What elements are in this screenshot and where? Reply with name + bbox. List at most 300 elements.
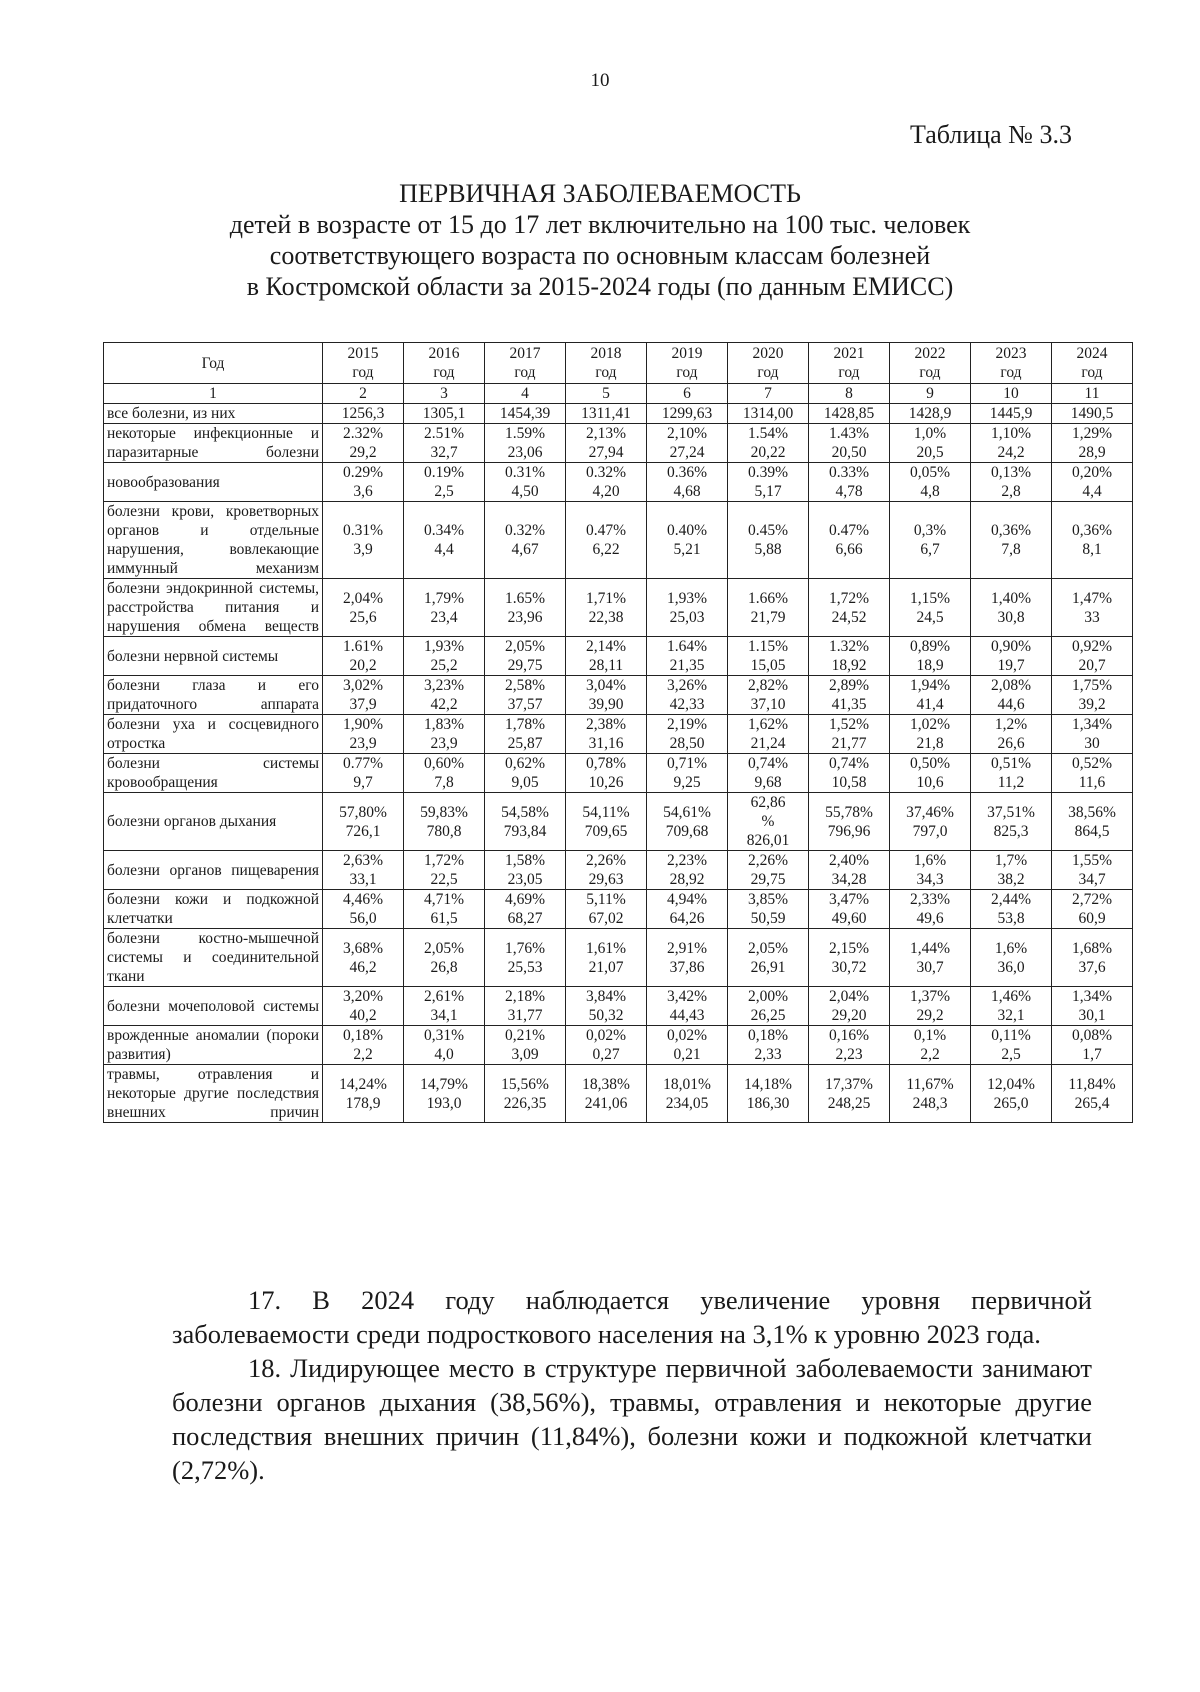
- table-cell: [404, 890, 485, 929]
- cell-value: 2,08%: [990, 677, 1032, 694]
- cell-value: 25,87: [507, 735, 543, 752]
- cell-value: 24,2: [997, 444, 1025, 461]
- cell-value: 11,2: [997, 774, 1025, 791]
- cell-value: 4,0: [434, 1046, 454, 1063]
- cell-value: 54,58%: [501, 803, 549, 821]
- table-cell: [323, 793, 404, 851]
- cell-value: 0,62%: [504, 755, 546, 772]
- cell-value: 2,72%: [1071, 891, 1113, 908]
- cell-value: 18,01%: [663, 1075, 711, 1093]
- table-cell: [809, 502, 890, 579]
- cell-value: 0.34%: [423, 522, 465, 539]
- cell-value: 26,25: [750, 1007, 786, 1024]
- cell-value: 1,83%: [423, 716, 465, 733]
- table-cell: [566, 463, 647, 502]
- cell-value: 2,5: [1001, 1046, 1021, 1063]
- table-cell: [647, 1026, 728, 1065]
- cell-value: 57,80%: [339, 803, 387, 821]
- disease-class-name: болезни нервной системы: [104, 637, 323, 676]
- column-number-row: [104, 384, 1133, 404]
- table-cell: [647, 793, 728, 851]
- table-cell: [971, 987, 1052, 1026]
- table-cell: [890, 502, 971, 579]
- cell-value: 50,59: [750, 910, 786, 927]
- cell-value: 64,26: [669, 910, 705, 927]
- year-header: [890, 343, 971, 384]
- year-header: [971, 343, 1052, 384]
- table-cell: [1052, 987, 1133, 1026]
- cell-value: 2,15%: [828, 939, 870, 957]
- cell-value: 2,04%: [342, 589, 384, 607]
- cell-value: 40,2: [349, 1007, 377, 1024]
- table-row: [104, 463, 1133, 502]
- table-cell: [1052, 890, 1133, 929]
- cell-value: 19,7: [997, 657, 1025, 674]
- disease-class-name: болезни органов пищеварения: [104, 851, 323, 890]
- cell-value: 30,1: [1078, 1007, 1106, 1024]
- table-cell: [566, 793, 647, 851]
- cell-value: 42,33: [669, 696, 705, 713]
- table-cell: [1052, 754, 1133, 793]
- disease-class-name: болезни костно-мышечной системы и соединительной ткани: [104, 929, 323, 987]
- table-cell: [404, 676, 485, 715]
- table-cell: [890, 754, 971, 793]
- table-cell: [647, 463, 728, 502]
- cell-value: 39,90: [588, 696, 624, 713]
- disease-class-name: болезни мочеполовой системы: [104, 987, 323, 1026]
- cell-value: 9,05: [511, 774, 539, 791]
- cell-value: 22,5: [430, 871, 458, 888]
- cell-value: 33: [1084, 608, 1100, 626]
- disease-class-name: некоторые инфекционные и паразитарные болезни: [104, 424, 323, 463]
- cell-value: 0,90%: [990, 638, 1032, 655]
- body-text: [172, 1283, 1092, 1487]
- table-cell: [485, 793, 566, 851]
- cell-value: 1454,39: [499, 405, 551, 422]
- cell-value: 1311,41: [581, 405, 631, 422]
- cell-value: 1,6%: [913, 852, 947, 869]
- cell-value: 23,05: [507, 871, 543, 888]
- cell-value: 33,1: [349, 871, 377, 888]
- cell-value: 1,79%: [423, 589, 465, 607]
- table-cell: [485, 404, 566, 424]
- cell-value: 0.47%: [585, 522, 627, 539]
- cell-value: 9,7: [353, 774, 373, 791]
- cell-value: 26,6: [997, 735, 1025, 752]
- table-cell: [404, 715, 485, 754]
- cell-value: 7,8: [434, 774, 454, 791]
- cell-value: 0.19%: [423, 464, 465, 481]
- cell-value: 0,36%: [990, 522, 1032, 539]
- table-cell: [890, 579, 971, 637]
- table-cell: [728, 929, 809, 987]
- table-cell: [404, 987, 485, 1026]
- disease-class-name: болезни системы кровообращения: [104, 754, 323, 793]
- cell-value: 54,61%: [663, 803, 711, 821]
- cell-value: 1,52%: [828, 716, 870, 733]
- cell-value: 2,05%: [423, 939, 465, 957]
- column-number: 10: [971, 384, 1052, 404]
- table-cell: [890, 1065, 971, 1123]
- cell-value: 797,0: [912, 822, 948, 840]
- cell-value: 68,27: [507, 910, 543, 927]
- cell-value: 42,2: [430, 696, 458, 713]
- cell-value: 826,01: [746, 832, 790, 849]
- table-cell: [404, 404, 485, 424]
- table-cell: [566, 424, 647, 463]
- cell-value: 1,58%: [504, 852, 546, 869]
- cell-value: 17,37%: [825, 1075, 873, 1093]
- cell-value: 37,6: [1078, 958, 1106, 976]
- table-cell: [566, 637, 647, 676]
- table-cell: [728, 579, 809, 637]
- year-header: [485, 343, 566, 384]
- cell-value: 67,02: [588, 910, 624, 927]
- table-cell: [1052, 404, 1133, 424]
- cell-value: 1299,63: [661, 405, 713, 422]
- disease-class-name: болезни крови, кроветворных органов и отдельные нарушения, вовлекающие иммунный механизм: [104, 502, 323, 579]
- cell-value: 27,94: [588, 444, 624, 461]
- cell-value: 1,7: [1082, 1046, 1102, 1063]
- cell-value: 0.33%: [828, 464, 870, 481]
- cell-value: 3,6: [353, 483, 373, 500]
- table-cell: [566, 404, 647, 424]
- disease-class-name: врожденные аномалии (пороки развития): [104, 1026, 323, 1065]
- table-row: [104, 579, 1133, 637]
- table-cell: [323, 1026, 404, 1065]
- table-cell: [485, 987, 566, 1026]
- cell-value: 1.15%: [747, 638, 789, 655]
- table-cell: [1052, 424, 1133, 463]
- table-cell: [728, 502, 809, 579]
- year-unit: год: [595, 364, 617, 381]
- cell-value: 2.32%: [342, 425, 384, 442]
- table-cell: [323, 890, 404, 929]
- table-cell: [404, 637, 485, 676]
- heading-title: ПЕРВИЧНАЯ ЗАБОЛЕВАЕМОСТЬ: [399, 179, 801, 208]
- cell-value: 0.31%: [342, 522, 384, 539]
- table-cell: [323, 637, 404, 676]
- cell-value: 10,58: [831, 774, 867, 791]
- cell-value: 30: [1084, 735, 1100, 752]
- cell-value: 29,63: [588, 871, 624, 888]
- table-cell: [890, 1026, 971, 1065]
- table-cell: [971, 502, 1052, 579]
- cell-value: 26,8: [430, 958, 458, 976]
- cell-value: 2,63%: [342, 852, 384, 869]
- table-cell: [890, 890, 971, 929]
- cell-value: 1,37%: [909, 988, 951, 1005]
- year-corner-header: Год: [104, 343, 323, 384]
- table-row: [104, 404, 1133, 424]
- table-cell: [809, 424, 890, 463]
- table-cell: [890, 715, 971, 754]
- table-cell: [566, 1065, 647, 1123]
- table-cell: [323, 579, 404, 637]
- cell-value: 4,78: [835, 483, 863, 500]
- table-cell: [971, 715, 1052, 754]
- cell-value: 0,71%: [666, 755, 708, 772]
- cell-value: 34,28: [831, 871, 867, 888]
- cell-value: 2,89%: [828, 677, 870, 694]
- cell-value: 34,1: [430, 1007, 458, 1024]
- cell-value: 1490,5: [1070, 405, 1114, 422]
- cell-value: 0.40%: [666, 522, 708, 539]
- table-cell: [647, 890, 728, 929]
- cell-value: 2.51%: [423, 425, 465, 442]
- cell-value: 5,88: [754, 541, 782, 558]
- cell-value: 864,5: [1074, 822, 1110, 840]
- cell-value: 2,33: [754, 1046, 782, 1063]
- cell-value: 3,9: [353, 541, 373, 558]
- cell-value: 2,23: [835, 1046, 863, 1063]
- table-cell: [971, 637, 1052, 676]
- table-cell: [485, 929, 566, 987]
- cell-value: 54,11%: [582, 803, 630, 821]
- table-cell: [728, 404, 809, 424]
- cell-value: 2,2: [353, 1046, 373, 1063]
- table-cell: [485, 851, 566, 890]
- cell-value: 0,51%: [990, 755, 1032, 772]
- cell-value: 20,50: [831, 444, 867, 461]
- cell-value: 49,6: [916, 910, 944, 927]
- table-row: [104, 637, 1133, 676]
- table-cell: [566, 715, 647, 754]
- table-row: [104, 1065, 1133, 1123]
- cell-value: 1,75%: [1071, 677, 1113, 694]
- cell-value: 1256,3: [341, 405, 385, 422]
- cell-value: 3,09: [511, 1046, 539, 1063]
- cell-value: 22,38: [588, 608, 624, 626]
- cell-value: 14,24%: [339, 1075, 387, 1093]
- cell-value: 21,77: [831, 735, 867, 752]
- cell-value: 39,2: [1078, 696, 1106, 713]
- morbidity-table: [103, 342, 1133, 1123]
- cell-value: 0,02%: [585, 1027, 627, 1044]
- table-cell: [323, 754, 404, 793]
- cell-value: 37,57: [507, 696, 543, 713]
- column-number: 9: [890, 384, 971, 404]
- table-cell: [809, 754, 890, 793]
- cell-value: 178,9: [345, 1094, 381, 1112]
- table-cell: [971, 929, 1052, 987]
- table-row: [104, 987, 1133, 1026]
- column-number: 1: [104, 384, 323, 404]
- column-number: 8: [809, 384, 890, 404]
- cell-value: 2,44%: [990, 891, 1032, 908]
- cell-value: 3,84%: [585, 988, 627, 1005]
- year-value: 2019: [671, 345, 703, 362]
- cell-value: 709,65: [584, 822, 628, 840]
- column-number: 2: [323, 384, 404, 404]
- column-number: 4: [485, 384, 566, 404]
- cell-value: 4,94%: [666, 891, 708, 908]
- table-cell: [485, 676, 566, 715]
- table-cell: [485, 502, 566, 579]
- year-header: [323, 343, 404, 384]
- table-cell: [404, 851, 485, 890]
- cell-value: 7,8: [1001, 541, 1021, 558]
- table-cell: [971, 676, 1052, 715]
- cell-value: 28,11: [588, 657, 624, 674]
- cell-value: 793,84: [503, 822, 547, 840]
- cell-value: 2,61%: [423, 988, 465, 1005]
- table-cell: [647, 637, 728, 676]
- table-cell: [971, 424, 1052, 463]
- cell-value: 50,32: [588, 1007, 624, 1024]
- table-cell: [728, 463, 809, 502]
- cell-value: 0,31%: [423, 1027, 465, 1044]
- cell-value: 0,05%: [909, 464, 951, 481]
- table-cell: [485, 715, 566, 754]
- table-cell: [647, 715, 728, 754]
- cell-value: 0,3%: [913, 522, 947, 539]
- table-cell: [566, 851, 647, 890]
- cell-value: 10,6: [916, 774, 944, 791]
- cell-value: 15,56%: [501, 1075, 549, 1093]
- cell-value: 1,93%: [666, 589, 708, 607]
- cell-value: 0,20%: [1071, 464, 1113, 481]
- year-value: 2022: [914, 345, 946, 362]
- disease-class-name: новообразования: [104, 463, 323, 502]
- cell-value: 0,50%: [909, 755, 951, 772]
- cell-value: 193,0: [426, 1094, 462, 1112]
- table-cell: [809, 851, 890, 890]
- cell-value: 2,10%: [666, 425, 708, 442]
- cell-value: 11,6: [1078, 774, 1106, 791]
- table-cell: [1052, 851, 1133, 890]
- cell-value: 23,9: [430, 735, 458, 752]
- table-cell: [323, 676, 404, 715]
- cell-value: 10,26: [588, 774, 624, 791]
- cell-value: 34,3: [916, 871, 944, 888]
- year-value: 2016: [428, 345, 460, 362]
- cell-value: 0,74%: [747, 755, 789, 772]
- year-unit: год: [1081, 364, 1103, 381]
- table-cell: [728, 890, 809, 929]
- page-number: 10: [590, 70, 610, 91]
- year-value: 2024: [1076, 345, 1108, 362]
- table-heading: [0, 178, 1200, 302]
- cell-value: 1445,9: [989, 405, 1033, 422]
- cell-value: 31,77: [507, 1007, 543, 1024]
- table-cell: [404, 502, 485, 579]
- cell-value: 37,86: [669, 958, 705, 976]
- table-cell: [809, 1026, 890, 1065]
- cell-value: 24,52: [831, 608, 867, 626]
- cell-value: 25,6: [349, 608, 377, 626]
- cell-value: 6,7: [920, 541, 940, 558]
- table-cell: [647, 754, 728, 793]
- table-cell: [323, 502, 404, 579]
- cell-value: 2,18%: [504, 988, 546, 1005]
- cell-value: 23,06: [507, 444, 543, 461]
- cell-value: 1,34%: [1071, 988, 1113, 1005]
- cell-value: 20,5: [916, 444, 944, 461]
- table-cell: [890, 929, 971, 987]
- cell-value: 3,47%: [828, 891, 870, 908]
- cell-value: 0,11%: [991, 1027, 1031, 1044]
- cell-value: 1428,85: [823, 405, 875, 422]
- disease-class-name: все болезни, из них: [104, 404, 323, 424]
- year-header: [728, 343, 809, 384]
- table-cell: [971, 404, 1052, 424]
- table-cell: [728, 637, 809, 676]
- table-cell: [323, 404, 404, 424]
- cell-value: 4,68: [673, 483, 701, 500]
- column-number: 5: [566, 384, 647, 404]
- cell-value: 18,92: [831, 657, 867, 674]
- table-cell: [728, 987, 809, 1026]
- cell-value: 0,89%: [909, 638, 951, 655]
- table-cell: [809, 890, 890, 929]
- cell-value: 1.64%: [666, 638, 708, 655]
- cell-value: 1.54%: [747, 425, 789, 442]
- table-cell: [485, 579, 566, 637]
- cell-value: 2,82%: [747, 677, 789, 694]
- cell-value: 41,35: [831, 696, 867, 713]
- cell-value: 1,47%: [1071, 589, 1113, 607]
- cell-value: 30,7: [916, 958, 944, 976]
- cell-value: 3,04%: [585, 677, 627, 694]
- cell-value: 726,1: [345, 822, 381, 840]
- cell-value: 0.31%: [504, 464, 546, 481]
- cell-value: 11,84%: [1068, 1075, 1116, 1093]
- table-cell: [971, 579, 1052, 637]
- table-cell: [1052, 1065, 1133, 1123]
- table-cell: [1052, 929, 1133, 987]
- cell-value: 0.39%: [747, 464, 789, 481]
- table-cell: [323, 987, 404, 1026]
- cell-value: 60,9: [1078, 910, 1106, 927]
- heading-line: соответствующего возраста по основным классам болезней: [269, 241, 931, 270]
- paragraph: 18. Лидирующее место в структуре первичной заболеваемости занимают болезни органов дыхания (38,56%), травмы, отравления и некоторые другие последствия внешних причин (11,84%), болезни кожи и подкожной клетчатки (2,72%).: [172, 1353, 1092, 1485]
- cell-value: 49,60: [831, 910, 867, 927]
- cell-value: 1,93%: [423, 638, 465, 655]
- cell-value: 2,26%: [747, 852, 789, 869]
- cell-value: 2,13%: [585, 425, 627, 442]
- table-cell: [323, 715, 404, 754]
- cell-value: 32,7: [430, 444, 458, 461]
- cell-value: 61,5: [430, 910, 458, 927]
- table-cell: [485, 754, 566, 793]
- cell-value: 0,92%: [1071, 638, 1113, 655]
- cell-value: 0,52%: [1071, 755, 1113, 772]
- cell-value: 4,69%: [504, 891, 546, 908]
- cell-value: 0.47%: [828, 522, 870, 539]
- cell-value: 2,14%: [585, 638, 627, 655]
- cell-value: 2,5: [434, 483, 454, 500]
- year-unit: год: [433, 364, 455, 381]
- year-unit: год: [514, 364, 536, 381]
- year-unit: год: [757, 364, 779, 381]
- cell-value: 0.77%: [342, 755, 384, 772]
- table-row: [104, 851, 1133, 890]
- cell-value: 1,0%: [913, 425, 947, 442]
- table-cell: [890, 463, 971, 502]
- table-cell: [809, 404, 890, 424]
- cell-value: 9,68: [754, 774, 782, 791]
- cell-value: 0.32%: [504, 522, 546, 539]
- year-value: 2015: [347, 345, 379, 362]
- cell-value: 34,7: [1078, 871, 1106, 888]
- cell-value: 1,40%: [990, 589, 1032, 607]
- cell-value: 29,75: [750, 871, 786, 888]
- cell-value: 21,07: [588, 958, 624, 976]
- table-cell: [404, 1065, 485, 1123]
- table-row: [104, 890, 1133, 929]
- cell-value: 21,8: [916, 735, 944, 752]
